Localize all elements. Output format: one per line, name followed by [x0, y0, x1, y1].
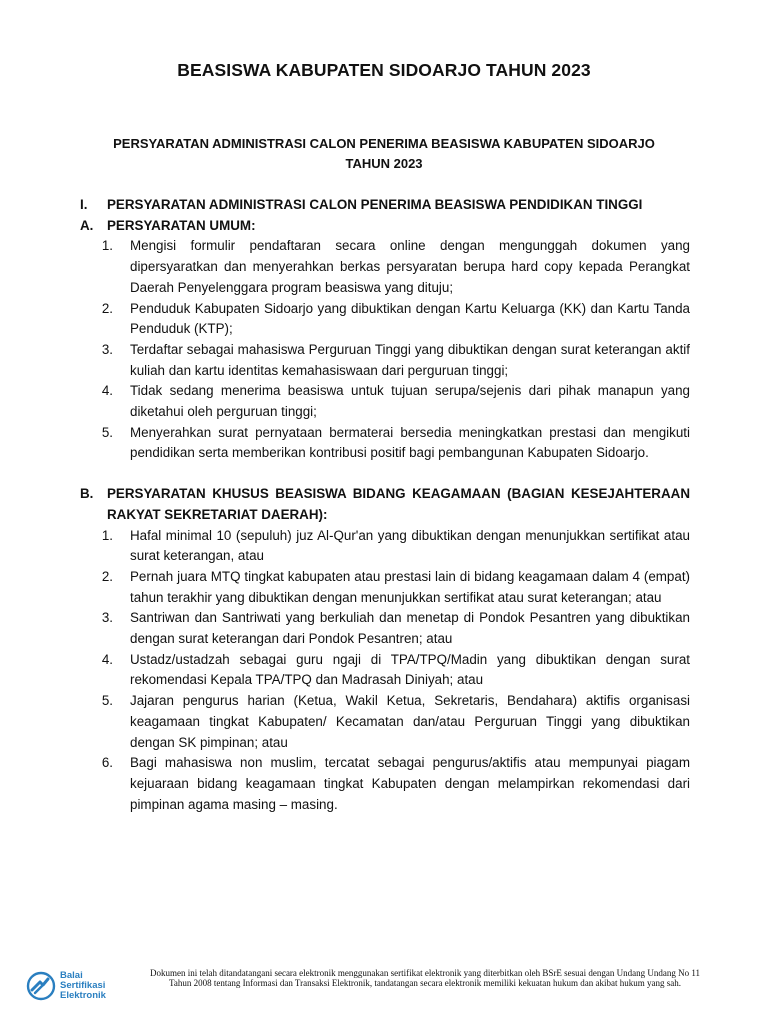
- list-item: [80, 236, 690, 298]
- item-number: 5.: [101, 693, 113, 709]
- list-item: [80, 691, 690, 753]
- section-b-title: PERSYARATAN KHUSUS BEASISWA BIDANG KEAGAMAAN (BAGIAN KESEJAHTERAAN RAKYAT SEKRETARIAT DAERAH):: [107, 486, 690, 522]
- section-i-marker: I.: [80, 197, 88, 212]
- section-a-marker: A.: [80, 217, 94, 233]
- item-text: Penduduk Kabupaten Sidoarjo yang dibuktikan dengan Kartu Keluarga (KK) dan Kartu Tanda Penduduk (KTP);: [130, 300, 690, 337]
- item-text: Santriwan dan Santriwati yang berkuliah dan menetap di Pondok Pesantren yang dibuktikan dengan surat keterangan dari Pondok Pesantren; atau: [130, 610, 690, 647]
- section-i-title: PERSYARATAN ADMINISTRASI CALON PENERIMA BEASISWA PENDIDIKAN TINGGI: [107, 197, 643, 212]
- section-spacer: [80, 464, 690, 484]
- item-number: 6.: [101, 755, 113, 771]
- item-text: Mengisi formulir pendaftaran secara online dengan mengunggah dokumen yang dipersyaratkan dan menyerahkan berkas persyaratan berupa hard copy kepada Perangkat Daerah Penyelenggara program beasiswa yang dituju;: [130, 238, 690, 295]
- item-text: Ustadz/ustadzah sebagai guru ngaji di TPA/TPQ/Madin yang dibuktikan dengan surat rekomendasi Kepala TPA/TPQ dan Madrasah Diniyah; atau: [130, 651, 690, 688]
- section-a-title: PERSYARATAN UMUM:: [107, 217, 256, 233]
- item-number: 4.: [101, 651, 113, 667]
- item-text: Menyerahkan surat pernyataan bermaterai bersedia meningkatkan prestasi dan mengikuti pendidikan serta memberikan kontribusi positif bagi pembangunan Kabupaten Sidoarjo.: [130, 424, 690, 461]
- item-number: 1.: [101, 238, 113, 254]
- list-item: [80, 753, 690, 815]
- section-a-heading: [80, 216, 690, 237]
- section-b-list: [80, 526, 690, 816]
- e-signature-note: Dokumen ini telah ditandatangani secara elektronik menggunakan sertifikat elektronik yang diterbitkan oleh BSrE sesuai dengan Undang Undang No 11 Tahun 2008 tentang Informasi dan Transaksi Elektronik, tandatangan secara elektronik memiliki kekuatan hukum dan akibat hukum yang sah.: [149, 968, 700, 988]
- document-subtitle: [80, 134, 688, 174]
- item-text: Bagi mahasiswa non muslim, tercatat sebagai pengurus/aktifis atau mempunyai piagam kejuaraan bidang keagamaan tingkat Kabupaten dengan melampirkan rekomendasi dari pimpinan agama masing – masing.: [130, 755, 690, 812]
- item-number: 2.: [101, 300, 113, 316]
- list-item: [80, 567, 690, 608]
- logo-line-2: Sertifikasi: [60, 980, 106, 991]
- item-number: 5.: [101, 424, 113, 440]
- document-body: [80, 195, 690, 815]
- bsre-logo-icon: [26, 971, 56, 1001]
- list-item: [80, 340, 690, 381]
- list-item: [80, 526, 690, 567]
- list-item: [80, 423, 690, 464]
- subtitle-line-1: PERSYARATAN ADMINISTRASI CALON PENERIMA BEASISWA KABUPATEN SIDOARJO: [113, 136, 655, 151]
- subtitle-line-2: TAHUN 2023: [345, 156, 423, 171]
- document-title: BEASISWA KABUPATEN SIDOARJO TAHUN 2023: [177, 60, 591, 80]
- logo-line-1: Balai: [60, 970, 83, 981]
- list-item: [80, 608, 690, 649]
- item-text: Pernah juara MTQ tingkat kabupaten atau prestasi lain di bidang keagamaan dalam 4 (empat) tahun terakhir yang dibuktikan dengan menunjukkan sertifikat atau surat keterangan; atau: [130, 568, 690, 605]
- item-number: 1.: [101, 527, 113, 543]
- item-text: Jajaran pengurus harian (Ketua, Wakil Ketua, Sekretaris, Bendahara) aktifis organisasi keagamaan tingkat Kabupaten/ Kecamatan dan/atau Perguruan Tinggi yang dibuktikan dengan SK pimpinan; atau: [130, 693, 690, 750]
- list-item: [80, 299, 690, 340]
- section-i-heading: [80, 195, 690, 216]
- section-a-list: [80, 236, 690, 464]
- item-number: 2.: [101, 568, 113, 584]
- section-b-marker: B.: [80, 486, 94, 502]
- bsre-logo: [26, 966, 136, 1006]
- item-text: Terdaftar sebagai mahasiswa Perguruan Tinggi yang dibuktikan dengan surat keterangan aktif kuliah dan kartu identitas kemahasiswaan dari perguruan tinggi;: [130, 341, 690, 378]
- item-text: Hafal minimal 10 (sepuluh) juz Al-Qur'an yang dibuktikan dengan menunjukkan sertifikat atau surat keterangan, atau: [130, 527, 690, 564]
- item-number: 3.: [101, 610, 113, 626]
- bsre-logo-text: [60, 971, 106, 1001]
- item-number: 4.: [101, 383, 113, 399]
- item-number: 3.: [101, 341, 113, 357]
- logo-line-3: Elektronik: [60, 990, 106, 1001]
- document-footer: [0, 966, 768, 1024]
- list-item: [80, 650, 690, 691]
- item-text: Tidak sedang menerima beasiswa untuk tujuan serupa/sejenis dari pihak manapun yang diketahui oleh perguruan tinggi;: [130, 383, 690, 420]
- list-item: [80, 381, 690, 422]
- section-b-heading: [80, 484, 690, 525]
